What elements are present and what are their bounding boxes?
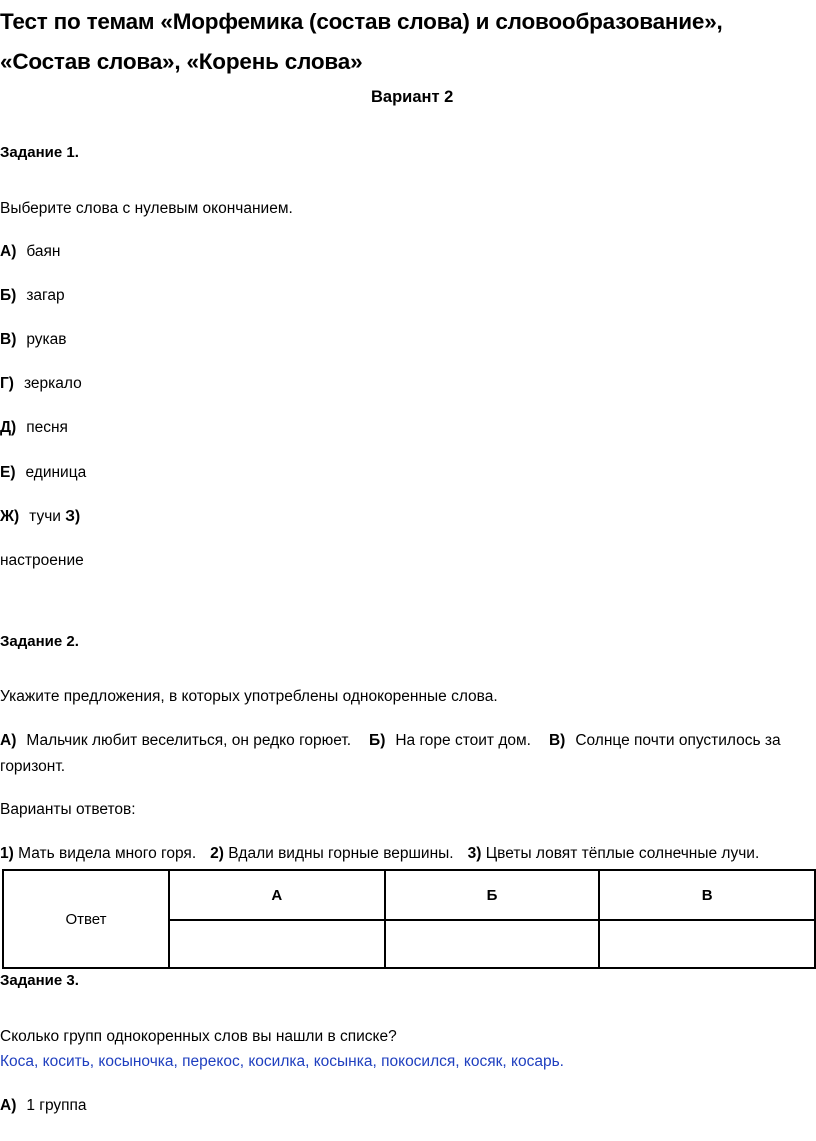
option-text: зеркало xyxy=(23,375,82,392)
task1-option xyxy=(0,464,86,482)
task1-option xyxy=(0,375,82,393)
task2-heading: Задание 2. xyxy=(0,633,79,650)
task1-option xyxy=(0,243,60,261)
option-letter: Г) xyxy=(0,375,14,392)
document-title xyxy=(0,2,723,82)
answer-cell-v[interactable] xyxy=(599,920,815,968)
option-text: единица xyxy=(25,464,87,481)
variant-heading: Вариант 2 xyxy=(371,88,454,106)
task2-answers-label: Варианты ответов: xyxy=(0,801,136,818)
answer-number: 1) xyxy=(0,845,14,862)
option-text: загар xyxy=(26,287,65,304)
sentence-text: Солнце почти опустилось за xyxy=(575,732,781,749)
option-text: баян xyxy=(26,243,61,260)
option-letter: А) xyxy=(0,1097,17,1114)
option-text: рукав xyxy=(26,331,67,348)
answer-cell-a[interactable] xyxy=(169,920,385,968)
sentence-letter: А) xyxy=(0,732,17,749)
option-letter: З) xyxy=(65,508,81,525)
task1-option-text-wrapped: настроение xyxy=(0,552,84,569)
option-letter: Б) xyxy=(0,287,17,304)
answer-row-label: Ответ xyxy=(3,870,169,968)
task3-question: Сколько групп однокоренных слов вы нашли в списке? xyxy=(0,1028,397,1045)
task1-option xyxy=(0,508,80,526)
sentence-letter: В) xyxy=(548,732,566,749)
task2-sentences xyxy=(0,732,781,750)
answer-number: 2) xyxy=(210,845,224,862)
option-letter: В) xyxy=(0,331,17,348)
option-letter: Е) xyxy=(0,464,16,481)
answer-text: Вдали видны горные вершины. xyxy=(228,845,454,862)
task1-heading: Задание 1. xyxy=(0,144,79,161)
column-header-b: Б xyxy=(385,870,600,920)
answer-cell-b[interactable] xyxy=(385,920,600,968)
column-header-a: А xyxy=(169,870,385,920)
task2-question: Укажите предложения, в которых употреблены однокоренные слова. xyxy=(0,688,498,705)
title-line-1: Тест по темам «Морфемика (состав слова) и словообразование», xyxy=(0,9,723,34)
sentence-text: На горе стоит дом. xyxy=(395,732,531,749)
task3-heading: Задание 3. xyxy=(0,972,79,989)
answer-table xyxy=(2,869,816,969)
option-letter: Ж) xyxy=(0,508,20,525)
sentence-text: Мальчик любит веселиться, он редко горюет. xyxy=(26,732,352,749)
task1-option xyxy=(0,331,67,349)
task2-sentence-continuation: горизонт. xyxy=(0,758,66,775)
option-letter: А) xyxy=(0,243,17,260)
task3-word-list: Коса, косить, косыночка, перекос, косилка, косынка, покосился, косяк, косарь. xyxy=(0,1053,564,1070)
option-text: 1 группа xyxy=(26,1097,87,1114)
title-line-2: «Состав слова», «Корень слова» xyxy=(0,49,363,74)
answer-number: 3) xyxy=(467,845,482,862)
option-text: тучи xyxy=(29,508,61,525)
task3-option xyxy=(0,1097,87,1115)
answer-text: Цветы ловят тёплые солнечные лучи. xyxy=(485,845,760,862)
option-letter: Д) xyxy=(0,419,17,436)
task1-question: Выберите слова с нулевым окончанием. xyxy=(0,200,293,217)
option-text: песня xyxy=(26,419,68,436)
column-header-v: В xyxy=(599,870,815,920)
answer-text: Мать видела много горя. xyxy=(18,845,197,862)
task1-option xyxy=(0,287,65,305)
sentence-letter: Б) xyxy=(369,732,386,749)
task1-option xyxy=(0,419,68,437)
task2-answers xyxy=(0,845,759,863)
